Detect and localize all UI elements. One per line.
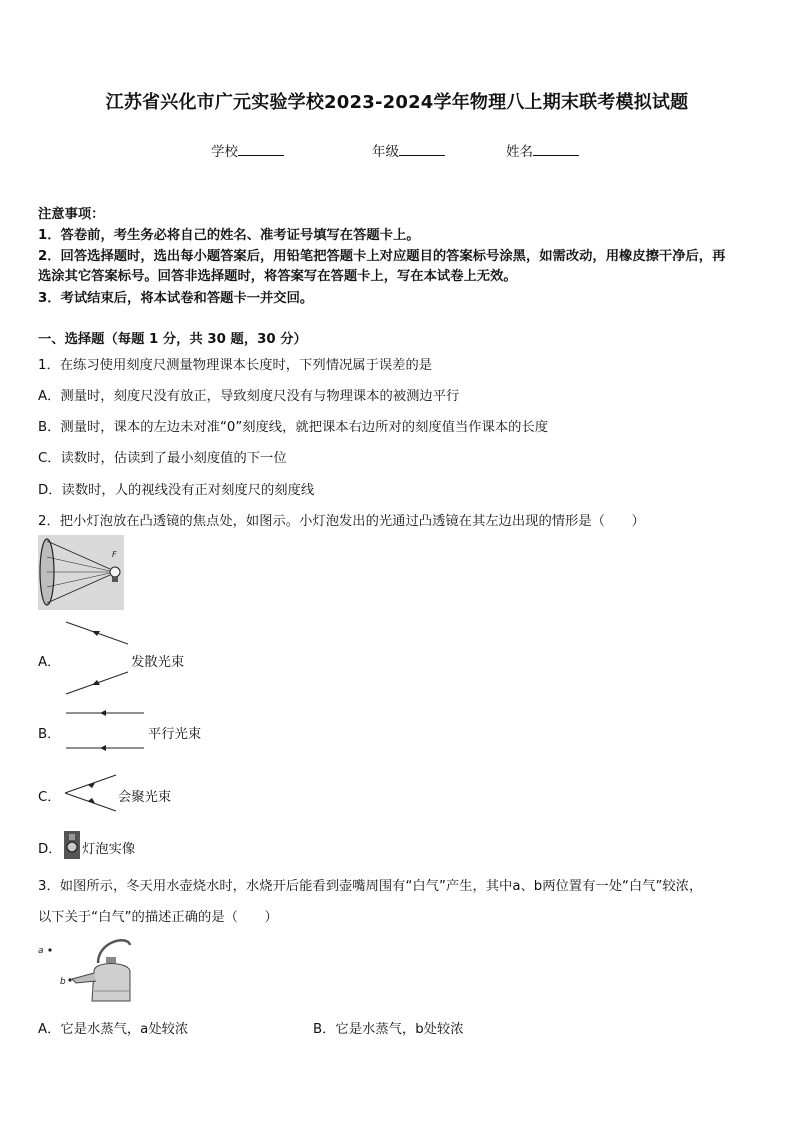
note-item: 选涂其它答案标号。回答非选择题时，将答案写在答题卡上，写在本试卷上无效。 [38, 269, 517, 284]
question-1-stem: 1．在练习使用刻度尺测量物理课本长度时，下列情况属于误差的是 [38, 358, 433, 373]
name-blank [533, 143, 579, 156]
label-a: a [38, 946, 44, 956]
note-item: 3．考试结束后，将本试卷和答题卡一并交回。 [38, 291, 314, 306]
question-1-option-a: A．测量时，刻度尺没有放正，导致刻度尺没有与物理课本的被测边平行 [38, 389, 460, 404]
parallel-rays-icon [64, 708, 146, 754]
question-1-option-b: B．测量时，课本的左边未对准“0”刻度线，就把课本右边所对的刻度值当作课本的长度 [38, 420, 549, 435]
question-2-option-b-text: 平行光束 [148, 727, 202, 742]
school-field [211, 140, 284, 160]
notes-heading: 注意事项： [38, 207, 105, 222]
grade-field [372, 140, 445, 160]
label-b: b [60, 977, 66, 987]
question-3-option-b: B．它是水蒸气，b处较浓 [313, 1022, 464, 1037]
question-2-stem: 2．把小灯泡放在凸透镜的焦点处，如图示。小灯泡发出的光通过凸透镜在其左边出现的情形是（ ） [38, 514, 645, 529]
question-3-option-a: A．它是水蒸气，a处较浓 [38, 1022, 189, 1037]
grade-label: 年级 [372, 144, 399, 160]
converging-rays-icon [62, 772, 118, 814]
question-3-stem-line2: 以下关于“白气”的描述正确的是（ ） [38, 910, 278, 925]
grade-blank [399, 143, 445, 156]
school-label: 学校 [211, 144, 238, 160]
bulb-image-icon [64, 831, 80, 859]
question-2-option-a-letter: A． [38, 655, 61, 670]
question-2-option-c-text: 会聚光束 [118, 790, 172, 805]
question-1-option-c: C．读数时，估读到了最小刻度值的下一位 [38, 451, 287, 466]
question-2-option-a-text: 发散光束 [131, 655, 185, 670]
name-field [506, 140, 579, 160]
focus-label: F [112, 550, 117, 559]
question-3-stem-line1: 3．如图所示，冬天用水壶烧水时，水烧开后能看到壶嘴周围有“白气”产生，其中a、b两位置有一处“白气”较浓， [38, 879, 703, 894]
page-title: 江苏省兴化市广元实验学校2023-2024学年物理八上期末联考模拟试题 [105, 92, 689, 113]
name-label: 姓名 [506, 144, 533, 160]
note-item: 1．答卷前，考生务必将自己的姓名、准考证号填写在答题卡上。 [38, 228, 420, 243]
question-2-option-c-letter: C． [38, 790, 61, 805]
kettle-figure [36, 933, 134, 1005]
question-1-option-d: D．读数时，人的视线没有正对刻度尺的刻度线 [38, 483, 315, 498]
question-2-option-d-text: 灯泡实像 [82, 842, 136, 857]
school-blank [238, 143, 284, 156]
diverging-rays-icon [64, 620, 130, 696]
question-2-option-d-letter: D． [38, 842, 62, 857]
section-heading: 一、选择题（每题 1 分，共 30 题，30 分） [38, 332, 307, 347]
note-item: 2．回答选择题时，选出每小题答案后，用铅笔把答题卡上对应题目的答案标号涂黑，如需改动，用橡皮擦干净后，再 [38, 249, 726, 264]
question-2-option-b-letter: B． [38, 727, 61, 742]
lens-bulb-figure [38, 535, 124, 610]
